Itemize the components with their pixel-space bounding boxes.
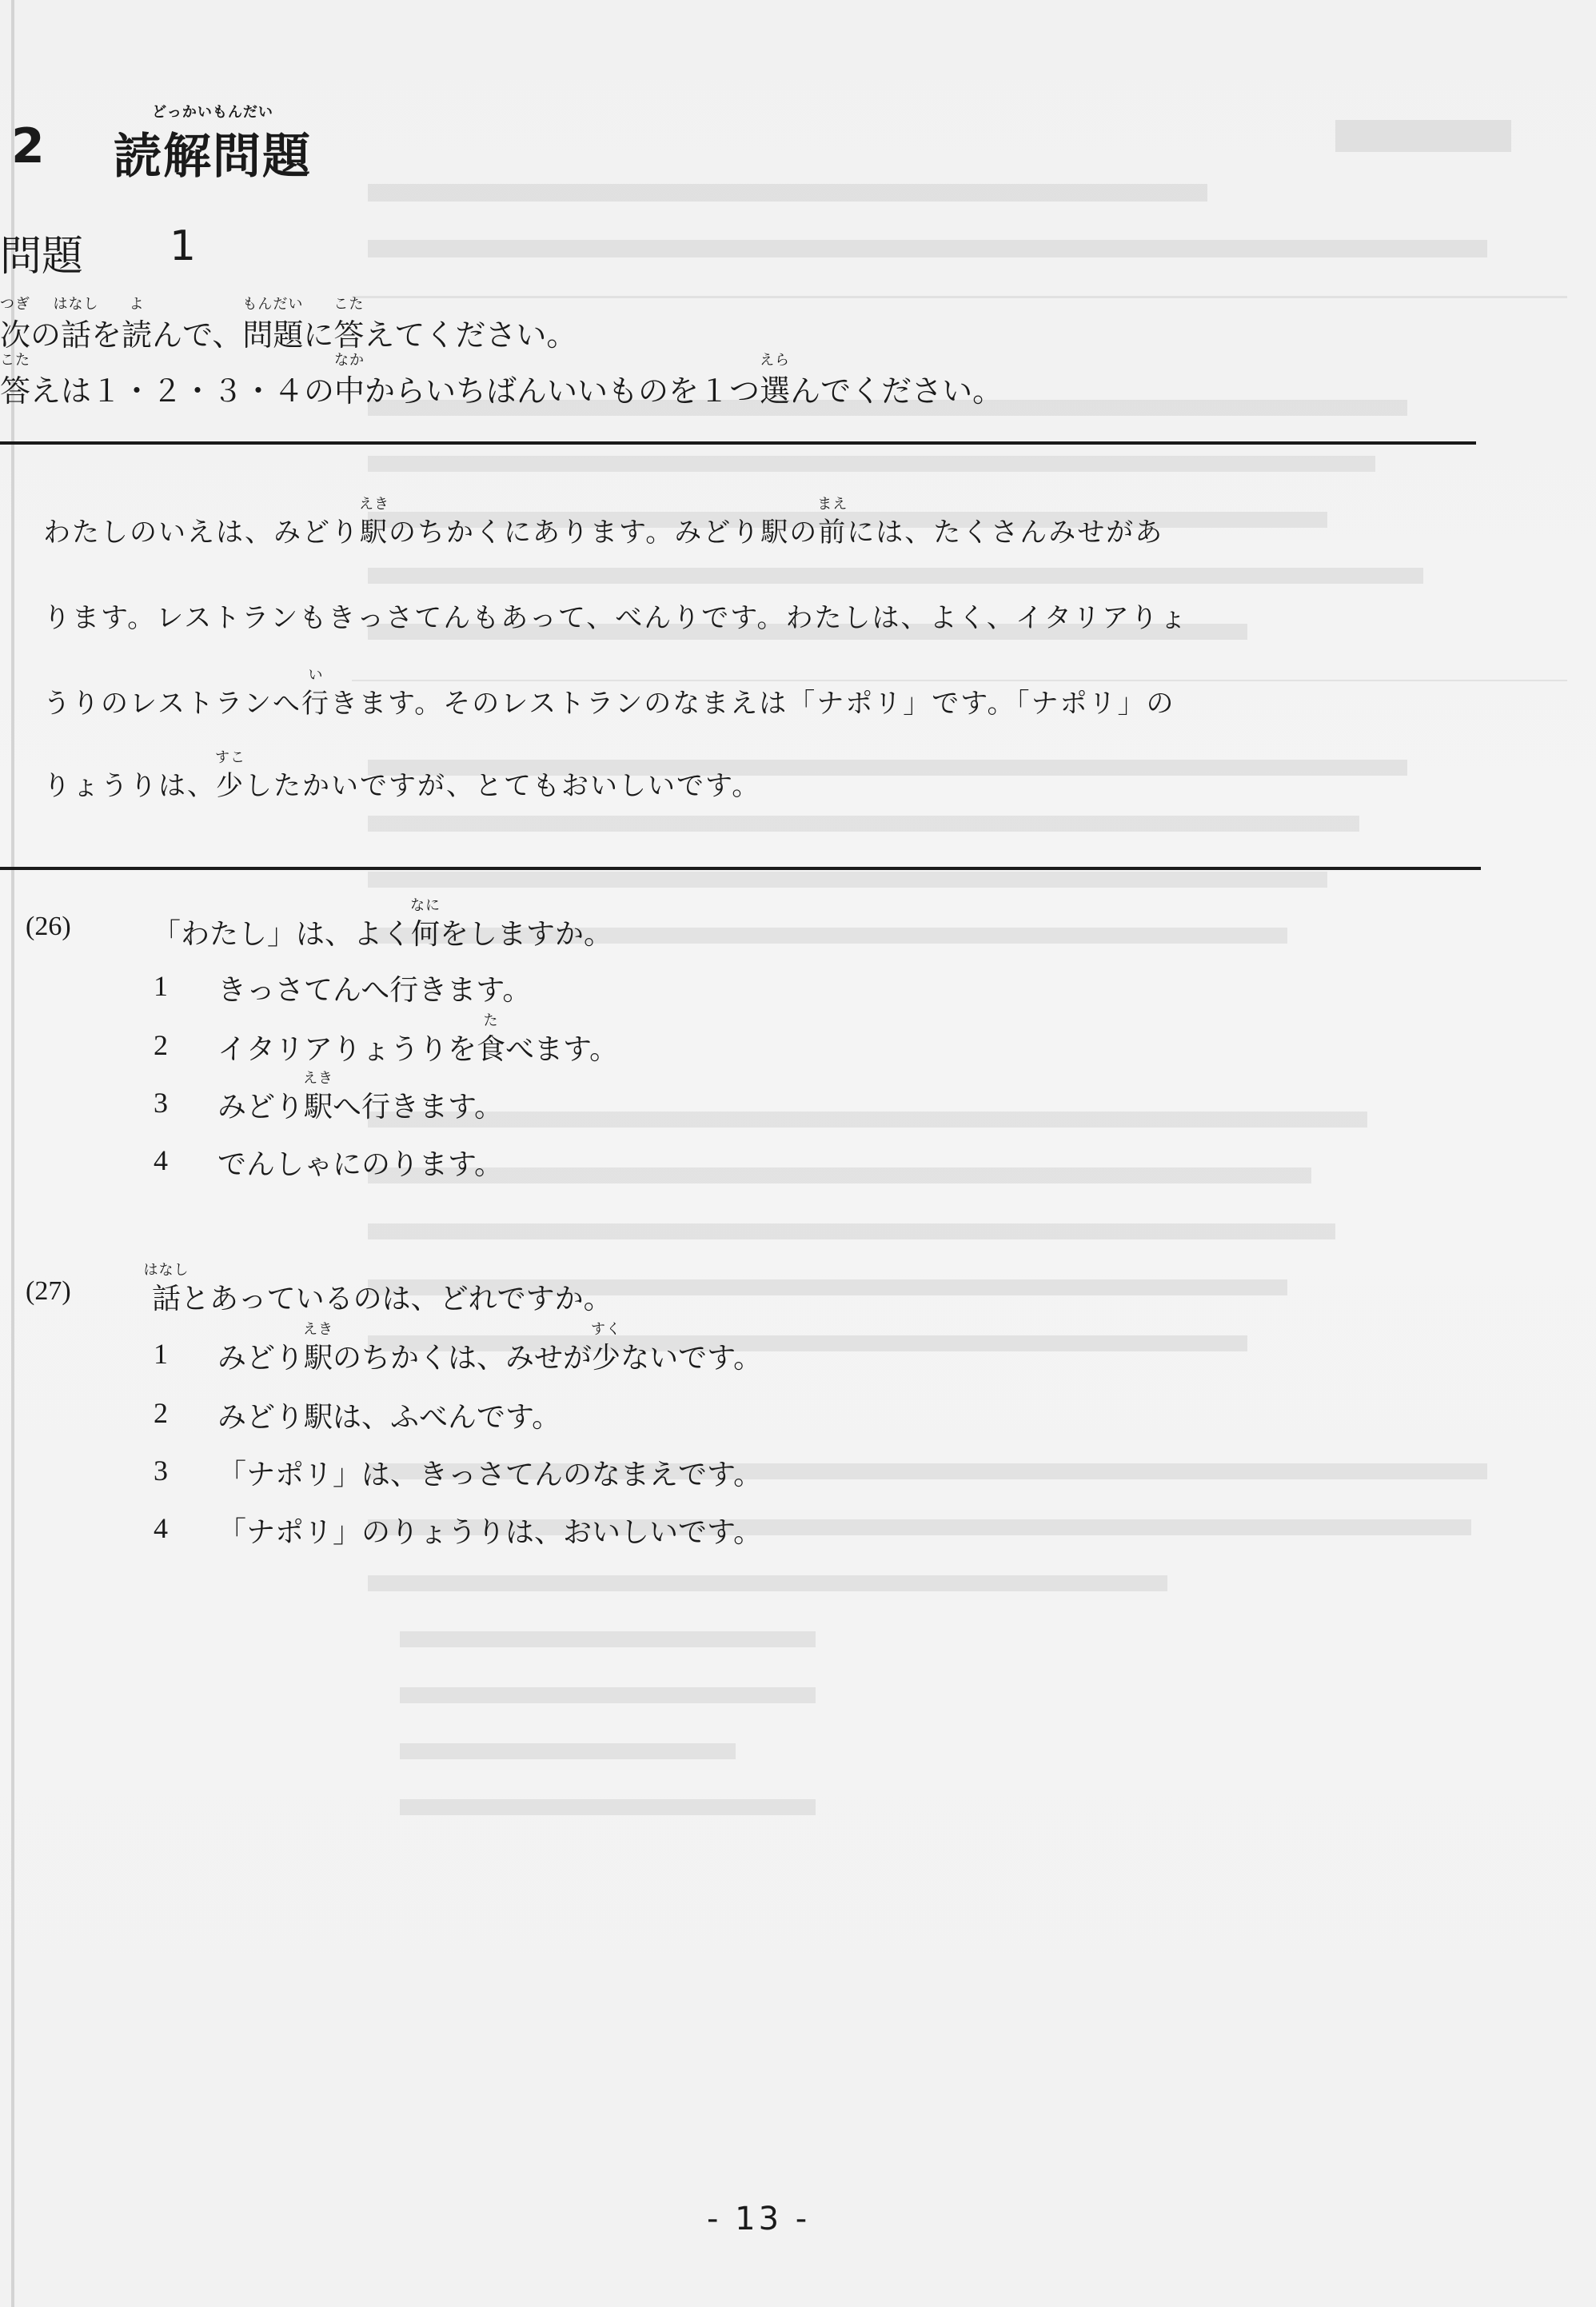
q26-option-2-text[interactable]: [217, 1012, 619, 1068]
instruction-line-2: [0, 352, 1003, 410]
kanji: 行: [301, 688, 330, 720]
kanji: 選: [760, 373, 791, 409]
passage-top-rule: [0, 441, 1476, 445]
kana: えは１・２・３・４の: [30, 373, 335, 409]
section-number: 2: [11, 118, 45, 174]
q27-option-2-text[interactable]: みどり駅は、ふべんです。: [217, 1401, 561, 1434]
text: りょうりは、: [43, 770, 216, 802]
q27-option-3-text[interactable]: 「ナポリ」は、きっさてんのなまえです。: [217, 1459, 763, 1491]
furigana: えき: [303, 1321, 334, 1338]
furigana: はなし: [53, 296, 99, 313]
q26-option-1-text[interactable]: きっさてんへ行きます。: [217, 974, 532, 1007]
kanji: 中: [334, 373, 365, 409]
furigana: つぎ: [0, 296, 30, 313]
furigana: なか: [334, 352, 365, 369]
kana: からいちばんいいものを１つ: [365, 373, 760, 409]
furigana: えき: [303, 1070, 334, 1087]
text: したかいですが、とてもおいしいです。: [245, 770, 761, 802]
q27-option-3-number: 3: [154, 1455, 168, 1487]
furigana: すく: [591, 1321, 622, 1338]
page-number: - 13 -: [707, 2201, 811, 2237]
kana: に: [303, 317, 334, 353]
kanji: 話: [152, 1283, 182, 1315]
passage-bottom-rule: [0, 867, 1481, 870]
kanji: 読: [122, 317, 153, 353]
kanji: 駅: [304, 1091, 333, 1124]
kana: んで、: [152, 317, 243, 353]
section-title: [114, 104, 312, 187]
question-27-number: (27): [26, 1276, 71, 1306]
question-26-text: [152, 897, 613, 952]
text: わたしのいえは、みどり: [43, 517, 360, 549]
furigana: もんだい: [242, 296, 304, 313]
passage-line-1: [43, 496, 1164, 549]
q27-option-4-text[interactable]: 「ナポリ」のりょうりは、おいしいです。: [217, 1516, 763, 1549]
q26-option-1-number: 1: [154, 970, 168, 1002]
instruction-line-1: [0, 296, 577, 354]
q27-option-1-number: 1: [154, 1338, 168, 1370]
furigana: なに: [410, 897, 441, 914]
kanji: 少: [592, 1342, 621, 1375]
kanji: 答: [0, 373, 31, 409]
text: のちかくは、みせが: [333, 1342, 593, 1375]
kana: の: [30, 317, 62, 353]
mondai-number: 1: [170, 222, 197, 270]
text: イタリアりょうりを: [217, 1033, 477, 1066]
kanji: 駅: [304, 1342, 333, 1375]
furigana: い: [308, 667, 324, 684]
text: には、たくさんみせがあ: [847, 517, 1164, 549]
q26-option-3-text[interactable]: [217, 1070, 504, 1125]
text: べます。: [505, 1033, 619, 1066]
furigana: えき: [359, 496, 389, 513]
furigana: こた: [333, 296, 365, 313]
q26-option-4-text[interactable]: でんしゃにのります。: [217, 1148, 504, 1181]
mondai-label: 問題: [0, 233, 84, 281]
q27-option-1-text[interactable]: [217, 1321, 763, 1376]
text: うりのレストランへ: [43, 688, 301, 720]
q26-option-2-number: 2: [154, 1029, 168, 1061]
furigana: こた: [0, 352, 30, 369]
furigana: はなし: [143, 1262, 190, 1279]
text: ないです。: [620, 1342, 763, 1375]
passage-line-2: ります。レストランもきっさてんもあって、べんりです。わたしは、よく、イタリアりょ: [43, 602, 1188, 634]
kanji: 駅: [360, 517, 389, 549]
question-27-text: [143, 1262, 612, 1317]
text: きます。そのレストランのなまえは「ナポリ」です。「ナポリ」の: [329, 688, 1175, 720]
q26-option-3-number: 3: [154, 1087, 168, 1119]
kanji: 問題: [242, 317, 304, 353]
text: をしますか。: [440, 918, 613, 951]
furigana: よ: [129, 296, 145, 313]
kanji: 前: [818, 517, 848, 549]
passage-line-4: [43, 749, 761, 803]
text: とあっているのは、どれですか。: [181, 1283, 612, 1315]
kana: を: [91, 317, 122, 353]
kanji: 何: [411, 918, 441, 951]
kanji: 少: [216, 770, 245, 802]
text: みどり: [217, 1342, 305, 1375]
text: みどり: [217, 1091, 305, 1124]
q27-option-2-number: 2: [154, 1397, 168, 1429]
kana: えてください。: [364, 317, 577, 353]
kanji: 次: [0, 317, 31, 353]
question-26-number: (26): [26, 912, 71, 941]
text: 「わたし」は、よく: [152, 918, 412, 951]
kana: んでください。: [790, 373, 1003, 409]
passage-line-3: [43, 667, 1175, 720]
section-title-text: 読解問題: [114, 129, 312, 185]
q26-option-4-number: 4: [154, 1144, 168, 1176]
text: へ行きます。: [333, 1091, 504, 1124]
kanji: 話: [61, 317, 92, 353]
section-title-ruby: どっかいもんだい: [152, 104, 273, 121]
kanji: 答: [333, 317, 365, 353]
text: のちかくにあります。みどり駅の: [389, 517, 819, 549]
furigana: えら: [760, 352, 791, 369]
q27-option-4-number: 4: [154, 1512, 168, 1544]
kanji: 食: [477, 1033, 506, 1066]
furigana: まえ: [817, 496, 848, 513]
furigana: た: [483, 1012, 499, 1029]
furigana: すこ: [215, 749, 245, 766]
